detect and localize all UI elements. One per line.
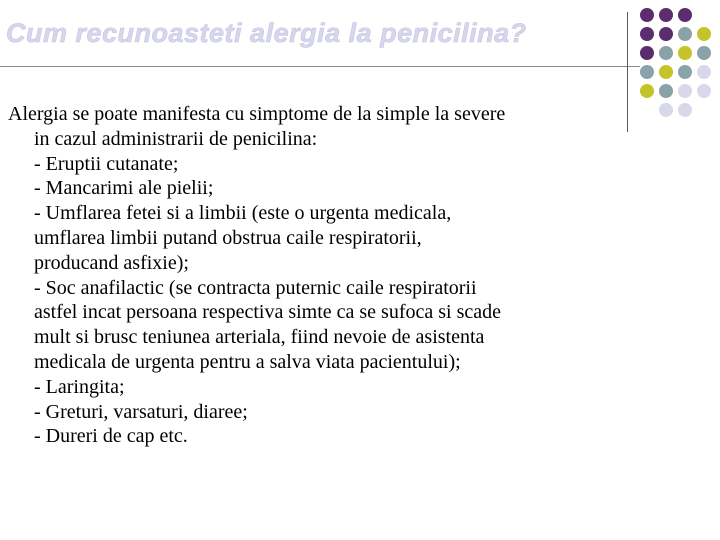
decor-dot-purple [659, 27, 673, 41]
decor-dot-lavender [697, 65, 711, 79]
bullet-item: - Greturi, varsaturi, diaree; [34, 400, 248, 423]
decor-dot-lavender [697, 84, 711, 98]
bullet-item: - Eruptii cutanate; [34, 152, 179, 175]
bullet-item: - Dureri de cap etc. [34, 425, 188, 448]
decor-dot-lavender [678, 103, 692, 117]
decor-dot-teal [659, 46, 673, 60]
decor-dot-teal [678, 65, 692, 79]
decor-dot-lavender [659, 103, 673, 117]
decor-dot-olive [678, 46, 692, 60]
body-line: in cazul administrarii de penicilina: [34, 127, 318, 150]
title-underline [0, 66, 640, 67]
decor-dot-olive [659, 65, 673, 79]
body-line: Alergia se poate manifesta cu simptome de la simple la severe [8, 103, 506, 125]
decor-dot-olive [697, 27, 711, 41]
decor-dot-lavender [678, 84, 692, 98]
slide-body [8, 102, 505, 449]
body-line: astfel incat persoana respectiva simte ca se sufoca si scade [34, 301, 502, 324]
decor-dot-purple [659, 8, 673, 22]
body-line: producand asfixie); [34, 251, 189, 274]
vertical-divider [627, 12, 628, 132]
bullet-item: - Laringita; [34, 375, 125, 398]
bullet-item: - Umflarea fetei si a limbii (este o urgenta medicala, [34, 202, 452, 225]
body-line: umflarea limbii putand obstrua caile respiratorii, [34, 226, 422, 249]
decor-dot-purple [640, 27, 654, 41]
decorative-dot-grid [640, 8, 720, 128]
slide-title: Cum recunoasteti alergia la penicilina? [6, 18, 527, 48]
decor-dot-teal [640, 65, 654, 79]
body-line: mult si brusc teniunea arteriala, fiind nevoie de asistenta [34, 326, 485, 349]
decor-dot-teal [659, 84, 673, 98]
decor-dot-purple [640, 46, 654, 60]
decor-dot-purple [640, 8, 654, 22]
decor-dot-purple [678, 8, 692, 22]
bullet-item: - Mancarimi ale pielii; [34, 177, 214, 200]
decor-dot-olive [640, 84, 654, 98]
decor-dot-teal [697, 46, 711, 60]
body-line: medicala de urgenta pentru a salva viata pacientului); [34, 350, 461, 373]
decor-dot-teal [678, 27, 692, 41]
bullet-item: - Soc anafilactic (se contracta puternic caile respiratorii [34, 276, 477, 299]
